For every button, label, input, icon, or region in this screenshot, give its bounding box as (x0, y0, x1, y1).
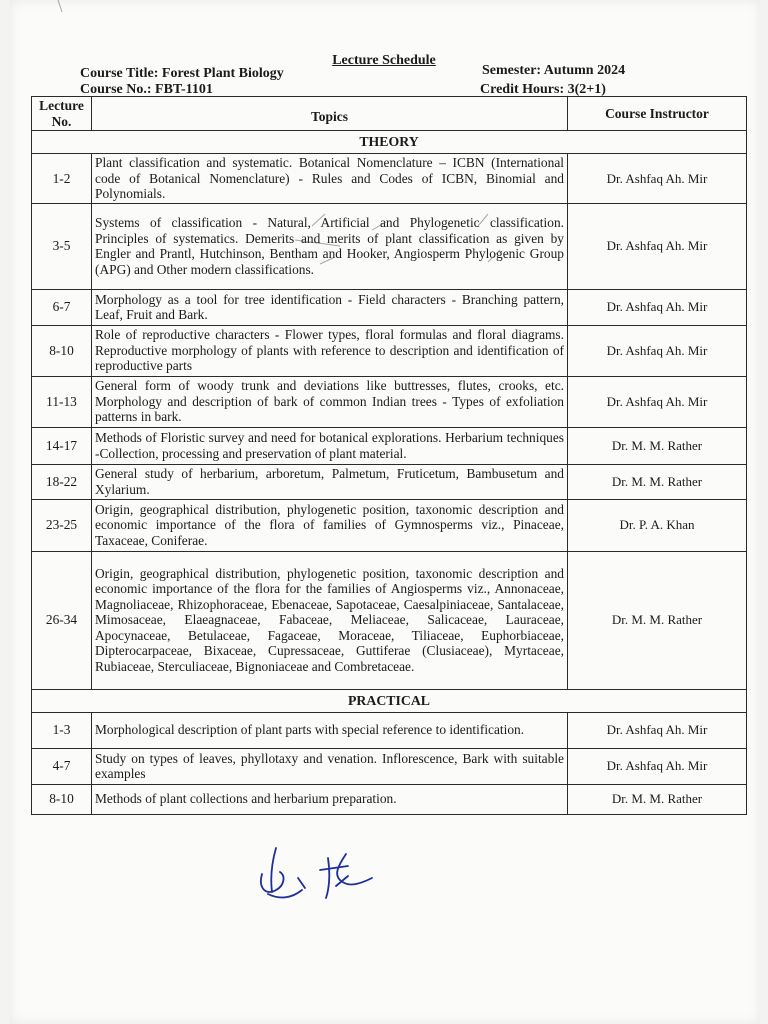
topic-text: Morphological description of plant parts with special reference to identification. (92, 712, 568, 748)
table-row (32, 464, 747, 499)
table-row (32, 784, 747, 814)
instructor-name: Dr. Ashfaq Ah. Mir (568, 154, 747, 204)
topic-text: Plant classification and systematic. Botanical Nomenclature – ICBN (International code of Botanical Nomenclature) - Rules and Codes of ICBN, Binomial and Polynomials. (92, 154, 568, 204)
instructor-name: Dr. M. M. Rather (568, 464, 747, 499)
lecture-number: 1-3 (32, 712, 92, 748)
credit-hours: Credit Hours: 3(2+1) (480, 82, 606, 97)
topic-text: General study of herbarium, arboretum, Palmetum, Fruticetum, Bambusetum and Xylarium. (92, 464, 568, 499)
lecture-number: 6-7 (32, 289, 92, 325)
topic-text: Methods of plant collections and herbarium preparation. (92, 784, 568, 814)
instructor-name: Dr. M. M. Rather (568, 427, 747, 464)
column-header-lecture-no (32, 97, 92, 131)
table-row (32, 551, 747, 689)
table-header-row (32, 97, 747, 131)
document-header (0, 0, 768, 100)
instructor-name: Dr. M. M. Rather (568, 784, 747, 814)
topic-text: Study on types of leaves, phyllotaxy and venation. Inflorescence, Bark with suitable examples (92, 748, 568, 784)
table-row (32, 712, 747, 748)
table-row (32, 203, 747, 289)
topic-text: Origin, geographical distribution, phylogenetic position, taxonomic description and economic importance of the flora for the families of Angiosperms viz., Annonaceae, Magnoliaceae, Rhizophoraceae, Ebenaceae, Sapotaceae, Caesalpiniaceae, Santalaceae, Mimosaceae, Elaeagnaceae, Fabaceae, Meliaceae, Salicaceae, Lauraceae, Apocynaceae, Betulaceae, Fagaceae, Moraceae, Tiliaceae, Euphorbiaceae, Dipterocarpaceae, Bixaceae, Cupressaceae, Guttiferae (Clusiaceae), Myrtaceae, Rubiaceae, Sterculiaceae, Bignoniaceae and Combretaceae. (92, 551, 568, 689)
table-row (32, 748, 747, 784)
lecture-number: 11-13 (32, 376, 92, 427)
schedule-table (31, 96, 747, 815)
lecture-number: 23-25 (32, 499, 92, 551)
topic-text: Origin, geographical distribution, phylogenetic position, taxonomic description and economic importance of the flora of families of Gymnosperms viz., Pinaceae, Taxaceae, Coniferae. (92, 499, 568, 551)
topic-text: Morphology as a tool for tree identification - Field characters - Branching pattern, Leaf, Fruit and Bark. (92, 289, 568, 325)
instructor-name: Dr. Ashfaq Ah. Mir (568, 748, 747, 784)
table-row (32, 325, 747, 376)
semester: Semester: Autumn 2024 (482, 63, 626, 78)
topic-text: Role of reproductive characters - Flower types, floral formulas and floral diagrams. Reproductive morphology of plants with reference to description and identification of reproductive parts (92, 325, 568, 376)
table-row (32, 376, 747, 427)
lecture-number: 4-7 (32, 748, 92, 784)
table-body (32, 131, 747, 815)
instructor-name: Dr. Ashfaq Ah. Mir (568, 289, 747, 325)
table-row (32, 154, 747, 204)
topic-text: General form of woody trunk and deviations like buttresses, flutes, crooks, etc. Morphology and description of bark of common Indian trees - Types of exfoliation patterns in bark. (92, 376, 568, 427)
lecture-header-line2: No. (51, 113, 72, 129)
lecture-number: 1-2 (32, 154, 92, 204)
topic-text: Systems of classification - Natural, Artificial and Phylogenetic classification. Principles of systematics. Demerits and merits of plant classification as given by Engler and Prantl, Hutchinson, Bentham and Hooker, Angiosperm Phylogenic Group (APG) and Other modern classifications. (92, 203, 568, 289)
lecture-number: 14-17 (32, 427, 92, 464)
section-header-row (32, 689, 747, 712)
column-header-instructor: Course Instructor (568, 97, 747, 131)
lecture-number: 18-22 (32, 464, 92, 499)
table-row (32, 427, 747, 464)
instructor-name: Dr. Ashfaq Ah. Mir (568, 712, 747, 748)
lecture-number: 26-34 (32, 551, 92, 689)
table-row (32, 289, 747, 325)
section-header-row (32, 131, 747, 154)
instructor-name: Dr. P. A. Khan (568, 499, 747, 551)
section-title: THEORY (32, 131, 747, 154)
lecture-header-line1: Lecture (39, 98, 84, 113)
section-title: PRACTICAL (32, 689, 747, 712)
table-row (32, 499, 747, 551)
instructor-name: Dr. Ashfaq Ah. Mir (568, 376, 747, 427)
topic-text: Methods of Floristic survey and need for botanical explorations. Herbarium techniques -Collection, processing and preservation of plant material. (92, 427, 568, 464)
instructor-name: Dr. Ashfaq Ah. Mir (568, 325, 747, 376)
lecture-number: 3-5 (32, 203, 92, 289)
schedule-title: Lecture Schedule (332, 53, 436, 68)
lecture-number: 8-10 (32, 325, 92, 376)
lecture-number: 8-10 (32, 784, 92, 814)
instructor-name: Dr. M. M. Rather (568, 551, 747, 689)
course-number: Course No.: FBT-1101 (80, 82, 213, 97)
course-title: Course Title: Forest Plant Biology (80, 66, 284, 81)
instructor-name: Dr. Ashfaq Ah. Mir (568, 203, 747, 289)
column-header-topics: Topics (92, 97, 568, 131)
